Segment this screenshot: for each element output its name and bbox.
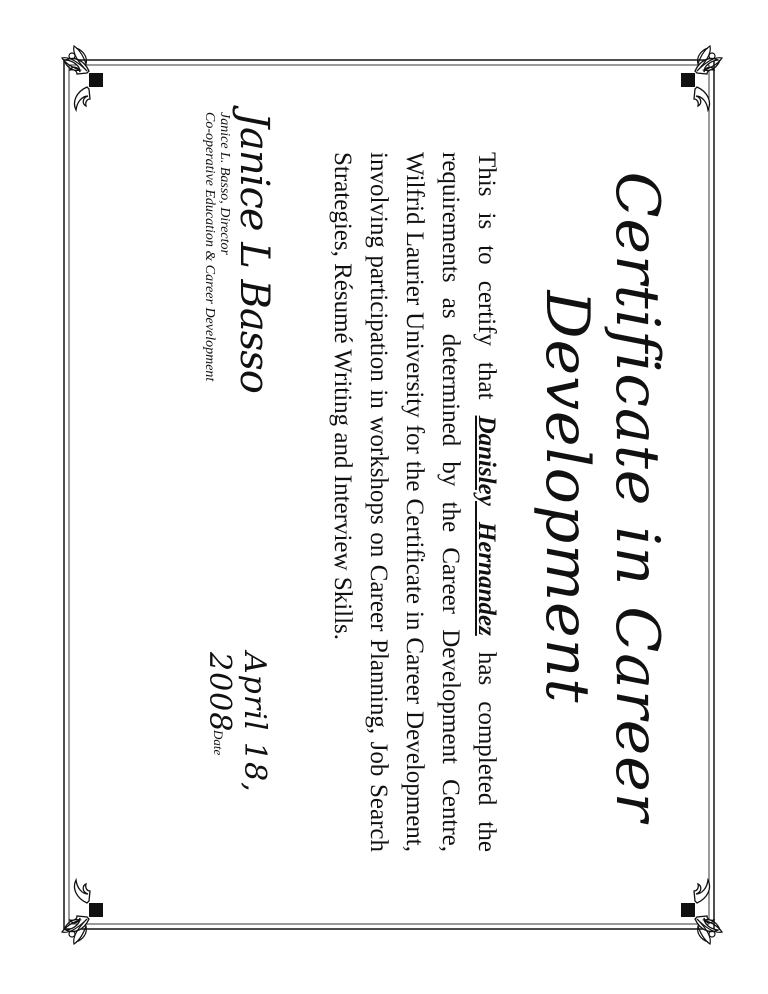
statement-details: has completed the requirements as determined by the Career Development Centre, Wilfrid Laurier University for the Certificate in Career Development, involving participation in workshops on Career Planning, Job Search Strategies, Résumé Writing and Interview Skills. [329,152,500,852]
recipient-name: Danisley Hernandez [473,415,500,636]
signatory-block [202,112,232,381]
fleur-de-lis-corner-ornament [681,46,722,110]
certificate-title [532,112,672,882]
date-label: Date [211,730,226,756]
fleur-de-lis-corner-ornament [62,46,103,110]
director-signature: Janice L Basso [231,112,277,393]
title-line-1: Certificate in Career [602,171,672,823]
fleur-de-lis-corner-ornament [681,880,722,944]
title-line-2: Development [532,290,602,704]
certification-statement [324,152,504,852]
fleur-de-lis-corner-ornament [62,880,103,944]
certificate-content [96,112,672,882]
handwritten-date: April 18, 2008 [202,652,272,793]
signatory-department: Co-operative Education & Career Development [202,112,217,382]
statement-intro: This is to certify that [473,152,500,416]
signatory-name: Janice L. Basso, Director [217,112,232,255]
